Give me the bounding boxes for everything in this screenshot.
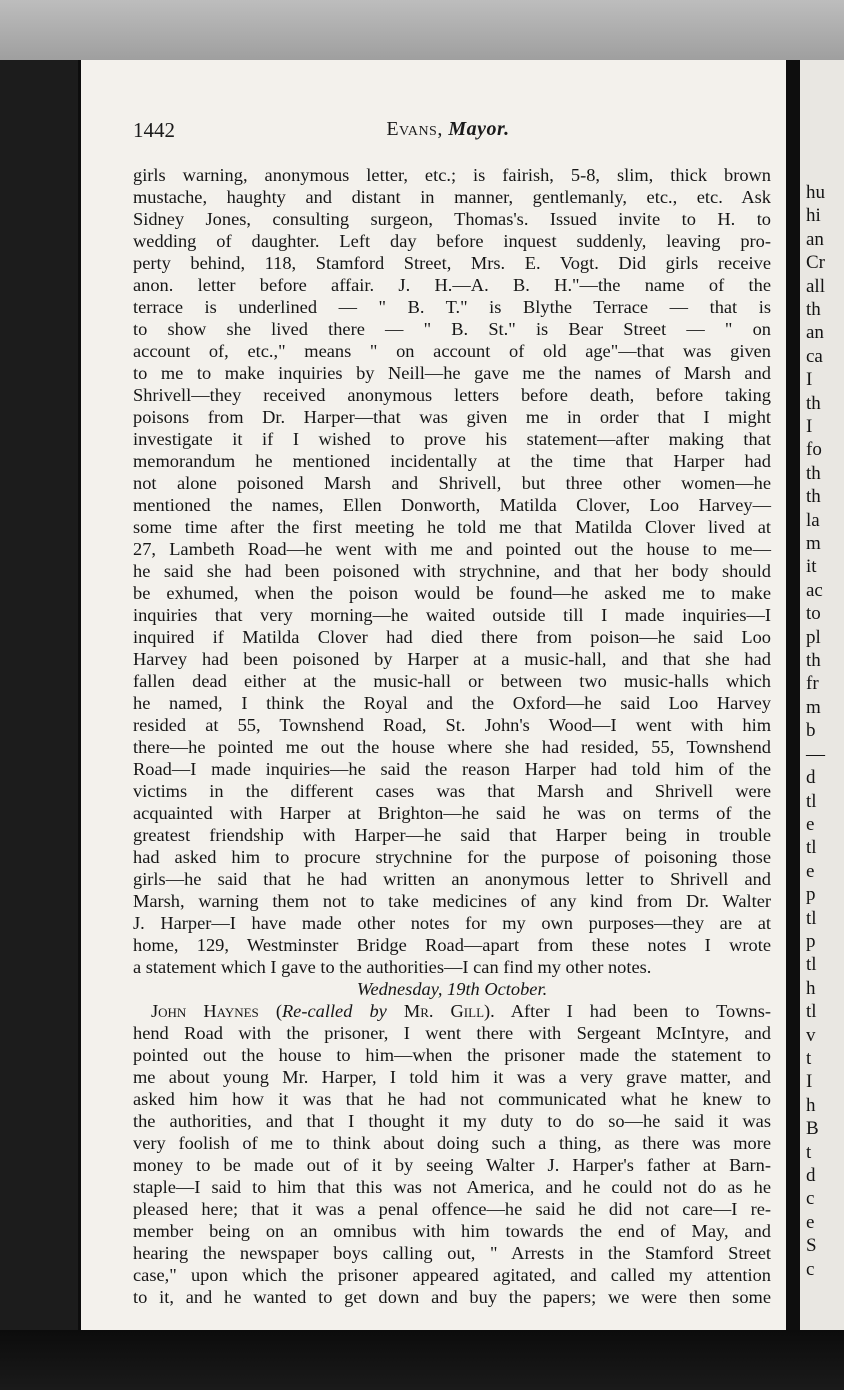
edge-fragment: v <box>806 1024 816 1046</box>
running-head <box>133 118 763 141</box>
witness-first-line: After I had been to Towns- <box>510 1001 772 1021</box>
text-line: had asked him to procure strychnine for the purpose of poisoning those <box>133 847 771 867</box>
edge-fragment: it <box>806 556 817 578</box>
text-line: wedding of daughter. Left day before inquest suddenly, leaving pro- <box>133 231 771 251</box>
edge-fragment: h <box>806 977 816 999</box>
text-line: acquainted with Harper at Brighton—he said he was on terms of the <box>133 803 771 823</box>
edge-fragment: tl <box>806 954 817 976</box>
edge-fragment: pl <box>806 626 821 648</box>
edge-fragment: p <box>806 884 816 906</box>
scan-bottom-margin <box>0 1330 844 1390</box>
edge-fragment: p <box>806 930 816 952</box>
text-line: memorandum he mentioned incidentally at the time that Harper had <box>133 451 771 471</box>
edge-fragment: m <box>806 696 821 718</box>
text-line: inquired if Matilda Clover had died there from poison—he said Loo <box>133 627 771 647</box>
edge-fragment: fr <box>806 673 819 695</box>
text-line: girls warning, anonymous letter, etc.; is fairish, 5-8, slim, thick brown <box>133 165 771 185</box>
text-line: hend Road with the prisoner, I went there with Sergeant McIntyre, and <box>133 1023 771 1043</box>
testimony-block-1 <box>133 164 771 978</box>
edge-fragment: d <box>806 767 816 789</box>
edge-fragment: h <box>806 1094 816 1116</box>
edge-fragment: I <box>806 1071 813 1093</box>
text-line: fallen dead either at the music-hall or between two music-halls which <box>133 671 771 691</box>
edge-fragment: fo <box>806 439 822 461</box>
running-head-name: Evans, <box>386 118 443 140</box>
text-line: greatest friendship with Harper—he said that Harper being in trouble <box>133 825 771 845</box>
text-line: he named, I think the Royal and the Oxford—he said Loo Harvey <box>133 693 771 713</box>
edge-fragment: c <box>806 1188 815 1210</box>
edge-fragment: B <box>806 1118 819 1140</box>
edge-fragment: th <box>806 392 821 414</box>
edge-fragment: hu <box>806 182 825 203</box>
text-line: 27, Lambeth Road—he went with me and pointed out the house to me— <box>133 539 771 559</box>
text-line: J. Harper—I have made other notes for my own purposes—they are at <box>133 913 771 933</box>
adjacent-page-strip <box>786 60 844 1342</box>
text-line: me about young Mr. Harper, I told him it was a very grave matter, and <box>133 1067 771 1087</box>
text-line: he said she had been poisoned with strychnine, and that her body should <box>133 561 771 581</box>
text-line: poisons from Dr. Harper—that was given me in order that I might <box>133 407 771 427</box>
edge-fragment: ca <box>806 345 823 367</box>
text-line: asked him how it was that he had not communicated what he knew to <box>133 1089 771 1109</box>
text-line: some time after the first meeting he told me that Matilda Clover lived at <box>133 517 771 537</box>
text-line: terrace is underlined — " B. T." is Blythe Terrace — that is <box>133 297 771 317</box>
text-line: Road—I made inquiries—he said the reason Harper had told him of the <box>133 759 771 779</box>
witness-counsel: Mr. Gill <box>403 1001 485 1021</box>
edge-fragment: e <box>806 813 815 835</box>
edge-fragment: th <box>806 486 821 508</box>
page-header <box>133 118 763 144</box>
text-line: Sidney Jones, consulting surgeon, Thomas's. Issued invite to H. to <box>133 209 771 229</box>
edge-fragment: c <box>806 1258 815 1280</box>
text-line: inquiries that very morning—he waited outside till I made inquiries—I <box>133 605 771 625</box>
text-line: Marsh, warning them not to take medicines of any kind from Dr. Walter <box>133 891 771 911</box>
text-line: account of, etc.," means " on account of old age"—that was given <box>133 341 771 361</box>
text-line: mentioned the names, Ellen Donworth, Matilda Clover, Loo Harvey— <box>133 495 771 515</box>
text-line: not alone poisoned Marsh and Shrivell, but three other women—he <box>133 473 771 493</box>
text-line: anon. letter before affair. J. H.—A. B. H."—the name of the <box>133 275 771 295</box>
scan-left-edge <box>0 60 78 1350</box>
text-line: investigate it if I wished to prove his statement—after making that <box>133 429 771 449</box>
text-line: resided at 55, Townshend Road, St. John's Wood—I went with him <box>133 715 771 735</box>
edge-fragment: m <box>806 533 821 555</box>
text-line: perty behind, 118, Stamford Street, Mrs. E. Vogt. Did girls receive <box>133 253 771 273</box>
text-line: very foolish of me to think about doing such a thing, as there was more <box>133 1133 771 1153</box>
edge-fragment: b <box>806 720 816 742</box>
edge-fragment: t <box>806 1047 812 1069</box>
text-line: to me to make inquiries by Neill—he gave me the names of Marsh and <box>133 363 771 383</box>
edge-fragment: e <box>806 860 815 882</box>
text-line: staple—I said to him that this was not America, and he could not do as he <box>133 1177 771 1197</box>
text-line: the authorities, and that I thought it my duty to do so—he said it was <box>133 1111 771 1131</box>
text-line: a statement which I gave to the authorities—I can find my other notes. <box>133 957 652 977</box>
text-line: money to be made out of it by seeing Walter J. Harper's father at Barn- <box>133 1155 771 1175</box>
witness-line: John Haynes (Re-called by Mr. Gill). After I had been to Towns- <box>151 1001 772 1021</box>
edge-fragment: th <box>806 462 821 484</box>
edge-fragment: d <box>806 1164 816 1186</box>
edge-fragment: e <box>806 1211 815 1233</box>
document-page <box>78 60 786 1342</box>
edge-fragment: la <box>806 509 820 531</box>
text-line: home, 129, Westminster Bridge Road—apart from these notes I wrote <box>133 935 771 955</box>
text-line: there—he pointed me out the house where she had resided, 55, Townshend <box>133 737 771 757</box>
edge-fragment: Cr <box>806 252 825 274</box>
edge-fragment: an <box>806 322 824 344</box>
text-line: member being on an omnibus with him towards the end of May, and <box>133 1221 771 1241</box>
running-head-role: Mayor. <box>448 118 510 140</box>
edge-fragment: hi <box>806 205 821 227</box>
edge-fragment: all <box>806 275 825 297</box>
edge-fragment: tl <box>806 790 817 812</box>
witness-name: John Haynes <box>151 1001 259 1021</box>
edge-fragment: tl <box>806 1001 817 1023</box>
text-line: pointed out the house to him—when the prisoner made the statement to <box>133 1045 771 1065</box>
edge-fragment: — <box>806 743 825 765</box>
text-line: mustache, haughty and distant in manner, gentlemanly, etc., etc. Ask <box>133 187 771 207</box>
edge-fragment: I <box>806 369 813 391</box>
witness-recall: Re-called by <box>281 1001 387 1021</box>
text-line: be exhumed, when the poison would be found—he asked me to make <box>133 583 771 603</box>
text-line: to show she lived there — " B. St." is Bear Street — " on <box>133 319 771 339</box>
edge-fragment: tl <box>806 837 817 859</box>
edge-fragment: th <box>806 299 821 321</box>
date-heading: Wednesday, 19th October. <box>356 979 548 999</box>
edge-fragment: I <box>806 416 813 438</box>
text-line: Shrivell—they received anonymous letters before death, before taking <box>133 385 771 405</box>
text-line: pleased here; that it was a penal offence—he said he did not care—I re- <box>133 1199 771 1219</box>
text-line: girls—he said that he had written an anonymous letter to Shrivell and <box>133 869 771 889</box>
body-text <box>133 164 771 1308</box>
edge-fragment: ac <box>806 579 823 601</box>
edge-fragment: an <box>806 228 824 250</box>
edge-fragment: S <box>806 1235 817 1257</box>
edge-fragment: t <box>806 1141 812 1163</box>
text-line: to it, and he wanted to get down and buy the papers; we were then some <box>133 1287 771 1307</box>
edge-fragment: th <box>806 650 821 672</box>
text-line: Harvey had been poisoned by Harper at a music-hall, and that she had <box>133 649 771 669</box>
testimony-block-2 <box>133 1022 771 1308</box>
edge-fragment: tl <box>806 907 817 929</box>
text-line: hearing the newspaper boys calling out, " Arrests in the Stamford Street <box>133 1243 771 1263</box>
edge-fragment: to <box>806 603 821 625</box>
page-number: 1442 <box>133 118 175 142</box>
text-line: victims in the different cases was that Marsh and Shrivell were <box>133 781 771 801</box>
text-line: case," upon which the prisoner appeared agitated, and called my attention <box>133 1265 771 1285</box>
